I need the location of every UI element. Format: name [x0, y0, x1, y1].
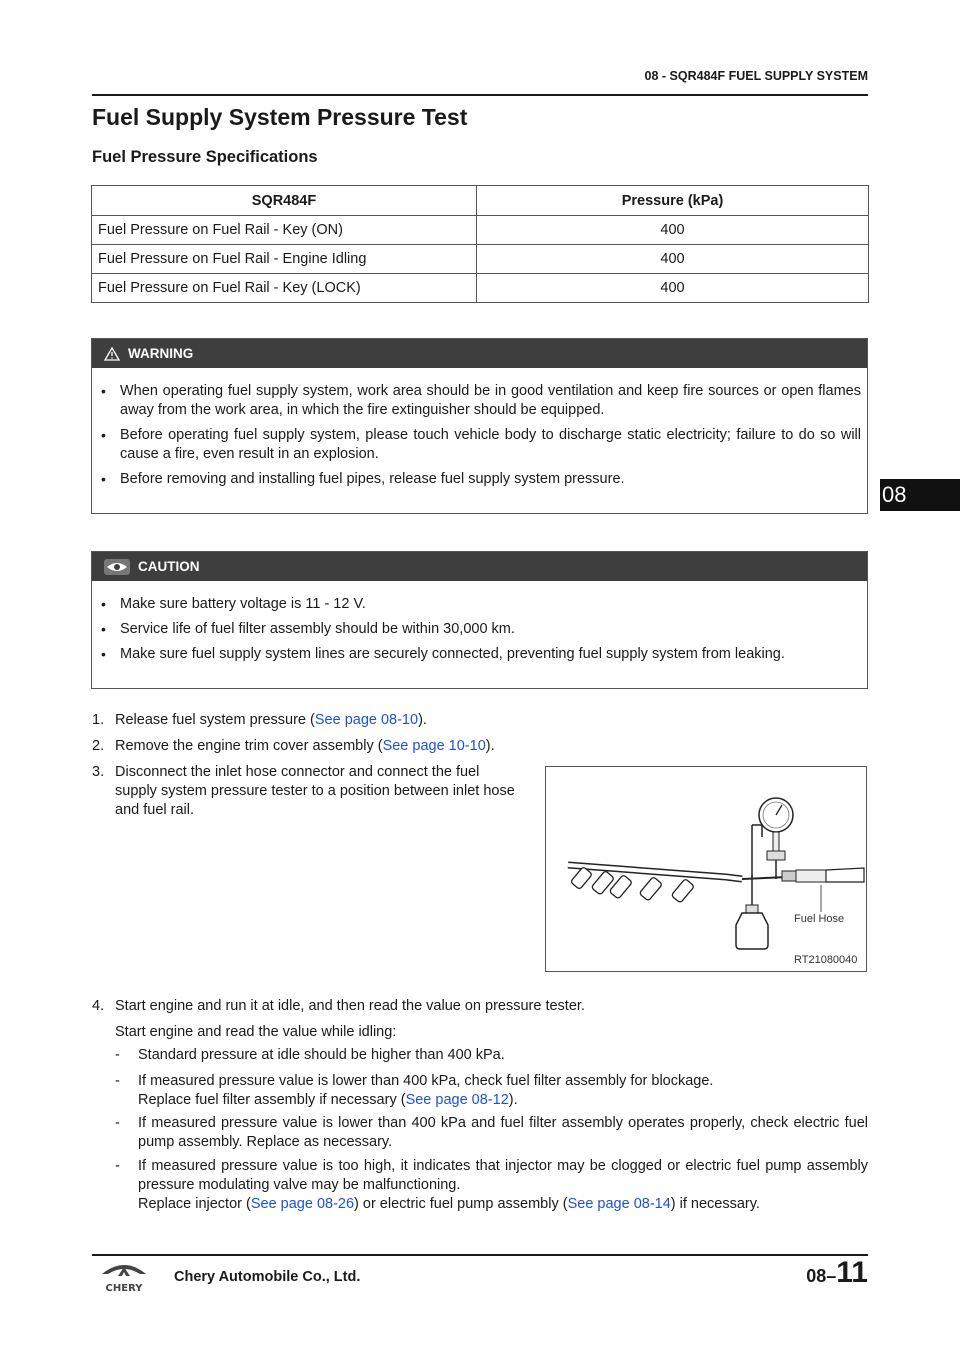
table-header: SQR484F: [92, 186, 477, 216]
step-note: Start engine and read the value while idling:: [115, 1024, 397, 1040]
fuel-rail-diagram: [546, 767, 866, 971]
step-text: Start engine and run it at idle, and then read the value on pressure tester.: [115, 998, 585, 1014]
step-text: Remove the engine trim cover assembly (: [115, 738, 383, 754]
step-number: 3.: [92, 764, 105, 780]
dash-marker: -: [115, 1115, 120, 1131]
page-link[interactable]: See page 08-14: [567, 1196, 671, 1212]
dash-marker: -: [115, 1047, 120, 1063]
caution-box: [91, 551, 868, 689]
bullet-text: Replace injector (: [138, 1196, 251, 1212]
dash-marker: -: [115, 1158, 120, 1174]
pressure-tester-figure: [545, 766, 867, 972]
table-cell: Fuel Pressure on Fuel Rail - Key (LOCK): [92, 274, 477, 303]
chery-logo: [92, 1260, 156, 1299]
step-text: Disconnect the inlet hose connector and connect the fuel supply system pressure tester to a position between inlet hose and fuel rail.: [115, 764, 515, 818]
bullet-text-end: ).: [508, 1092, 518, 1108]
step-2: [92, 737, 868, 756]
section-subtitle: Fuel Pressure Specifications: [92, 148, 318, 166]
figure-code: RT21080040: [794, 954, 858, 966]
caution-label: CAUTION: [138, 559, 200, 574]
bullet-text: Standard pressure at idle should be higher than 400 kPa.: [138, 1047, 505, 1063]
header-rule: [92, 94, 868, 96]
table-header-row: [92, 186, 869, 216]
step-number: 2.: [92, 738, 105, 754]
bullet-3: [115, 1114, 868, 1152]
table-cell: 400: [477, 245, 869, 274]
bullet-1: [115, 1046, 868, 1065]
bullet-2: [115, 1072, 868, 1110]
bullet-4: [115, 1157, 868, 1214]
bullet-text: If measured pressure value is lower than 400 kPa, check fuel filter assembly for blockage.: [138, 1073, 714, 1089]
bullet-text: ) or electric fuel pump assembly (: [354, 1196, 568, 1212]
list-item: • Make sure battery voltage is 11 - 12 V.: [98, 595, 861, 614]
step-4: [92, 997, 868, 1042]
section-title: 08 - SQR484F FUEL SUPPLY SYSTEM: [644, 69, 868, 83]
footer-rule: [92, 1254, 868, 1256]
page-prefix: 08–: [806, 1266, 837, 1286]
bullet-text-end: ) if necessary.: [670, 1196, 760, 1212]
bullet-text: If measured pressure value is lower than 400 kPa and fuel filter assembly operates properly, check electric fuel pump assembly. Replace as necessary.: [138, 1115, 868, 1150]
bullet-text: Replace fuel filter assembly if necessary (: [138, 1092, 406, 1108]
table-row: [92, 274, 869, 303]
table-cell: 400: [477, 274, 869, 303]
list-item: • Before removing and installing fuel pipes, release fuel supply system pressure.: [98, 470, 861, 489]
caution-header: [92, 552, 867, 581]
list-item: • Before operating fuel supply system, please touch vehicle body to discharge static electricity; failure to do so will cause a fire, even result in an explosion.: [98, 426, 861, 464]
chapter-tab: 08: [880, 479, 960, 511]
dash-marker: -: [115, 1073, 120, 1089]
eye-icon: [104, 559, 130, 575]
bullet-text: If measured pressure value is too high, it indicates that injector may be clogged or electric fuel pump assembly pressure modulating valve may be malfunctioning.: [138, 1158, 868, 1193]
spec-table: [91, 185, 869, 303]
step-1: [92, 711, 868, 730]
step-text-end: ).: [485, 738, 495, 754]
table-cell: 400: [477, 216, 869, 245]
step-text-end: ).: [418, 712, 427, 728]
table-row: [92, 245, 869, 274]
warning-label: WARNING: [128, 346, 194, 361]
table-row: [92, 216, 869, 245]
warning-icon: [104, 347, 120, 361]
logo-text: CHERY: [105, 1283, 143, 1294]
step-3: [92, 763, 524, 820]
step-number: 4.: [92, 998, 105, 1014]
list-item: • Service life of fuel filter assembly should be within 30,000 km.: [98, 620, 861, 639]
list-item: • When operating fuel supply system, work area should be in good ventilation and keep fire sources or open flames away from the work area, in which the fire extinguisher should be equipped.: [98, 382, 861, 420]
page-link[interactable]: See page 08-26: [250, 1196, 355, 1212]
page-num: 11: [836, 1256, 868, 1289]
warning-header: [92, 339, 867, 368]
page-title: Fuel Supply System Pressure Test: [92, 104, 468, 130]
step-number: 1.: [92, 712, 105, 728]
page-link[interactable]: See page 08-10: [314, 712, 419, 728]
page-link[interactable]: See page 08-12: [405, 1092, 509, 1108]
fuel-hose-callout: Fuel Hose: [794, 913, 845, 925]
table-cell: Fuel Pressure on Fuel Rail - Engine Idling: [92, 245, 477, 274]
page-link[interactable]: See page 10-10: [382, 738, 486, 754]
chery-logo-icon: [92, 1260, 156, 1294]
step-text: Release fuel system pressure (: [115, 712, 315, 728]
company-name: Chery Automobile Co., Ltd.: [174, 1269, 361, 1285]
table-header: Pressure (kPa): [477, 186, 869, 216]
page-number: [806, 1256, 868, 1290]
table-cell: Fuel Pressure on Fuel Rail - Key (ON): [92, 216, 477, 245]
warning-box: [91, 338, 868, 514]
list-item: • Make sure fuel supply system lines are securely connected, preventing fuel supply system from leaking.: [98, 645, 861, 664]
